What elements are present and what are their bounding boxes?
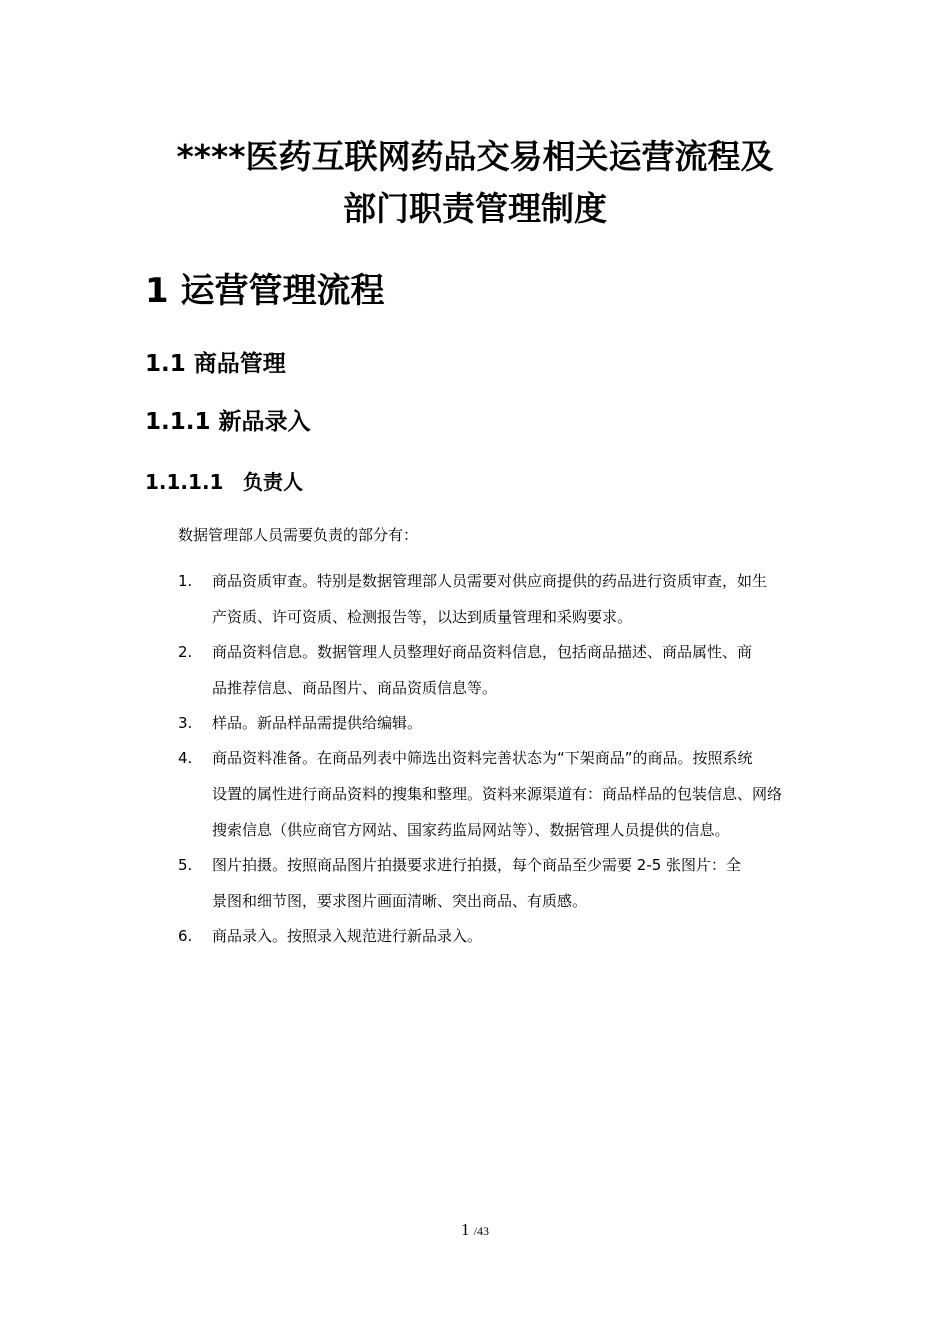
- section-heading-1: 1 运营管理流程: [145, 271, 385, 311]
- list-line: 景图和细节图，要求图片画面清晰、突出商品、有质感。: [212, 892, 588, 910]
- section-heading-1-1: 1.1 商品管理: [145, 351, 286, 377]
- section-heading-1-1-1: 1.1.1 新品录入: [145, 409, 311, 435]
- list-line: 商品资料准备。在商品列表中筛选出资料完善状态为“下架商品”的商品。按照系统: [212, 749, 753, 767]
- list-line: 搜索信息（供应商官方网站、国家药监局网站等）、数据管理人员提供的信息。: [212, 821, 730, 839]
- list-line: 设置的属性进行商品资料的搜集和整理。资料来源渠道有：商品样品的包装信息、网络: [212, 785, 783, 803]
- list-item: [178, 740, 808, 848]
- list-item: [178, 847, 808, 919]
- list-item: [178, 563, 808, 635]
- section-heading-1-1-1-1: [145, 467, 303, 497]
- intro-paragraph: 数据管理部人员需要负责的部分有：: [178, 526, 419, 544]
- list-line: 产资质、许可资质、检测报告等，以达到质量管理和采购要求。: [212, 608, 633, 626]
- list-marker: 6.: [178, 927, 193, 945]
- list-line: 商品资料信息。数据管理人员整理好商品资料信息，包括商品描述、商品属性、商: [212, 643, 753, 661]
- heading-number: 1.1.1.1: [145, 470, 224, 494]
- document-title-line-1: ****医药互联网药品交易相关运营流程及: [176, 137, 774, 176]
- heading-text: 负责人: [243, 470, 303, 494]
- list-line: 商品录入。按照录入规范进行新品录入。: [212, 927, 483, 945]
- list-marker: 3.: [178, 714, 193, 732]
- page-total: /43: [473, 1224, 490, 1238]
- list-line: 品推荐信息、商品图片、商品资质信息等。: [212, 679, 498, 697]
- list-line: 样品。新品样品需提供给编辑。: [212, 714, 423, 732]
- list-marker: 2.: [178, 643, 193, 661]
- page-current: 1: [460, 1220, 470, 1239]
- responsibility-list: [178, 563, 808, 953]
- list-item: [178, 918, 808, 954]
- document-title-line-2: 部门职责管理制度: [343, 189, 607, 228]
- list-marker: 4.: [178, 749, 193, 767]
- list-line: 商品资质审查。特别是数据管理部人员需要对供应商提供的药品进行资质审查，如生: [212, 572, 768, 590]
- list-item: [178, 634, 808, 706]
- list-item: [178, 705, 808, 741]
- list-line: 图片拍摄。按照商品图片拍摄要求进行拍摄，每个商品至少需要 2-5 张图片：全: [212, 856, 742, 874]
- page-number: [0, 1219, 950, 1242]
- list-marker: 5.: [178, 856, 193, 874]
- list-marker: 1.: [178, 572, 193, 590]
